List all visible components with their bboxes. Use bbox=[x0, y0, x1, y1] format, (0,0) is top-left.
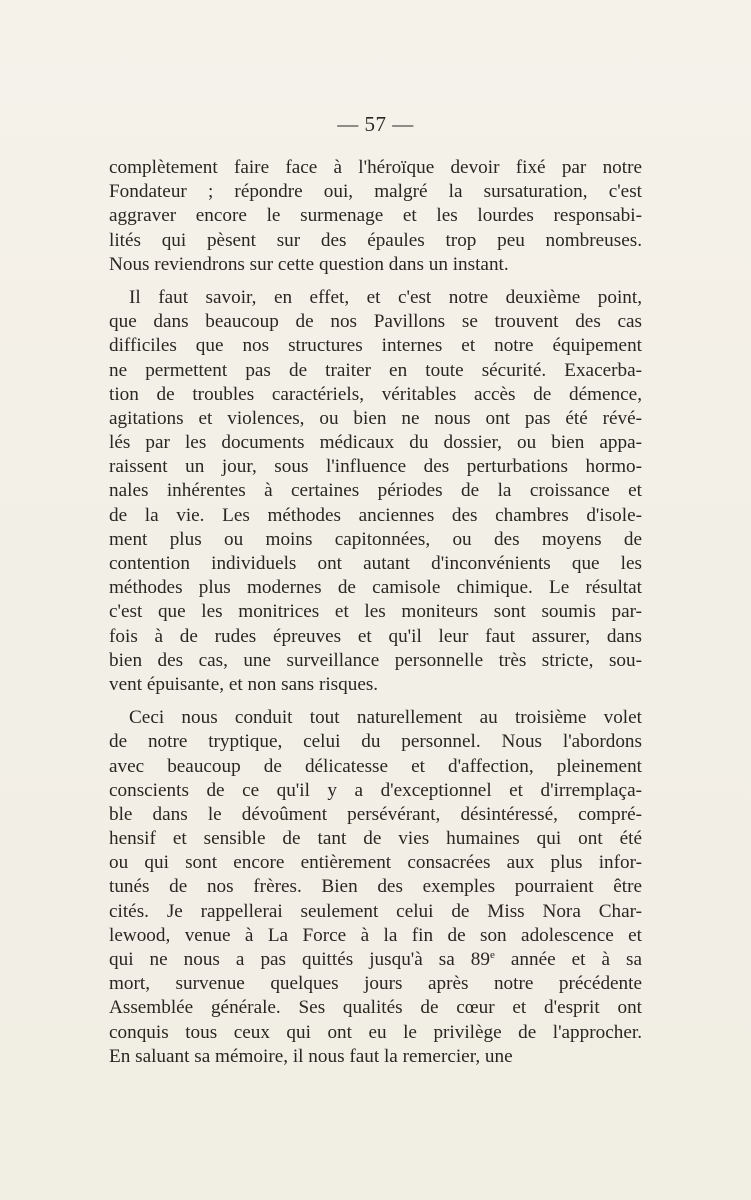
text-line: fois à de rudes épreuves et qu'il leur faut assurer, dans bbox=[109, 625, 642, 647]
text-line: conquis tous ceux qui ont eu le privilège de l'approcher. bbox=[109, 1021, 642, 1043]
text-line-segment: qui ne nous a pas quittés jusqu'à sa 89 bbox=[109, 949, 490, 970]
text-line: complètement faire face à l'héroïque devoir fixé par notre bbox=[109, 157, 642, 178]
paragraph-1 bbox=[109, 156, 642, 277]
text-line: que dans beaucoup de nos Pavillons se trouvent des cas bbox=[109, 311, 642, 333]
text-line: difficiles que nos structures internes et notre équipement bbox=[109, 335, 642, 357]
text-line: lés par les documents médicaux du dossier, ou bien appa- bbox=[109, 432, 642, 454]
text-line: En saluant sa mémoire, il nous faut la remercier, une bbox=[109, 1045, 513, 1067]
text-line: de la vie. Les méthodes anciennes des chambres d'isole- bbox=[109, 504, 642, 526]
text-line: de notre tryptique, celui du personnel. Nous l'abordons bbox=[109, 731, 642, 753]
text-line: ne permettent pas de traiter en toute sécurité. Exacerba- bbox=[109, 359, 642, 381]
text-line: méthodes plus modernes de camisole chimique. Le résultat bbox=[109, 577, 642, 599]
ordinal-superscript: e bbox=[489, 949, 495, 961]
text-line: c'est que les monitrices et les moniteurs sont soumis par- bbox=[109, 601, 642, 623]
text-line: mort, survenue quelques jours après notre précédente bbox=[109, 973, 642, 995]
text-line: Assemblée générale. Ses qualités de cœur et d'esprit ont bbox=[109, 997, 642, 1019]
text-line: avec beaucoup de délicatesse et d'affection, pleinement bbox=[109, 755, 642, 777]
page-number: — 57 — bbox=[337, 112, 414, 136]
text-line: contention individuels ont autant d'inconvénients que les bbox=[109, 553, 642, 574]
text-line: hensif et sensible de tant de vies humaines qui ont été bbox=[109, 828, 642, 850]
text-line: Il faut savoir, en effet, et c'est notre deuxième point, bbox=[129, 286, 642, 308]
paragraph-3 bbox=[109, 706, 642, 1069]
text-line: nales inhérentes à certaines périodes de la croissance et bbox=[109, 480, 642, 502]
text-line: ble dans le dévoûment persévérant, désintéressé, compré- bbox=[109, 803, 642, 825]
text-line: tion de troubles caractériels, véritables accès de démence, bbox=[109, 383, 642, 405]
text-line: tunés de nos frères. Bien des exemples pourraient être bbox=[109, 876, 642, 898]
text-line: lewood, venue à La Force à la fin de son adolescence et bbox=[109, 924, 642, 946]
text-line: ou qui sont encore entièrement consacrées aux plus infor- bbox=[109, 852, 642, 874]
text-line-segment: année et à sa bbox=[494, 949, 642, 970]
text-line: Nous reviendrons sur cette question dans un instant. bbox=[109, 253, 509, 275]
text-line: conscients de ce qu'il y a d'exceptionnel et d'irremplaça- bbox=[109, 779, 642, 801]
text-line: agitations et violences, ou bien ne nous ont pas été révé- bbox=[109, 407, 642, 429]
text-line bbox=[109, 948, 642, 972]
text-line: raissent un jour, sous l'influence des perturbations hormo- bbox=[109, 456, 642, 478]
text-line: bien des cas, une surveillance personnelle très stricte, sou- bbox=[109, 649, 642, 671]
text-line: ment plus ou moins capitonnées, ou des moyens de bbox=[109, 528, 642, 550]
paragraph-2 bbox=[109, 286, 642, 697]
text-line: Fondateur ; répondre oui, malgré la sursaturation, c'est bbox=[109, 181, 642, 203]
text-line: vent épuisante, et non sans risques. bbox=[109, 673, 379, 695]
text-line: Ceci nous conduit tout naturellement au troisième volet bbox=[129, 707, 642, 729]
body-text bbox=[109, 156, 642, 1069]
text-line: cités. Je rappellerai seulement celui de Miss Nora Char- bbox=[109, 900, 642, 922]
text-line: lités qui pèsent sur des épaules trop peu nombreuses. bbox=[109, 229, 642, 251]
text-line: aggraver encore le surmenage et les lourdes responsabi- bbox=[109, 205, 642, 227]
